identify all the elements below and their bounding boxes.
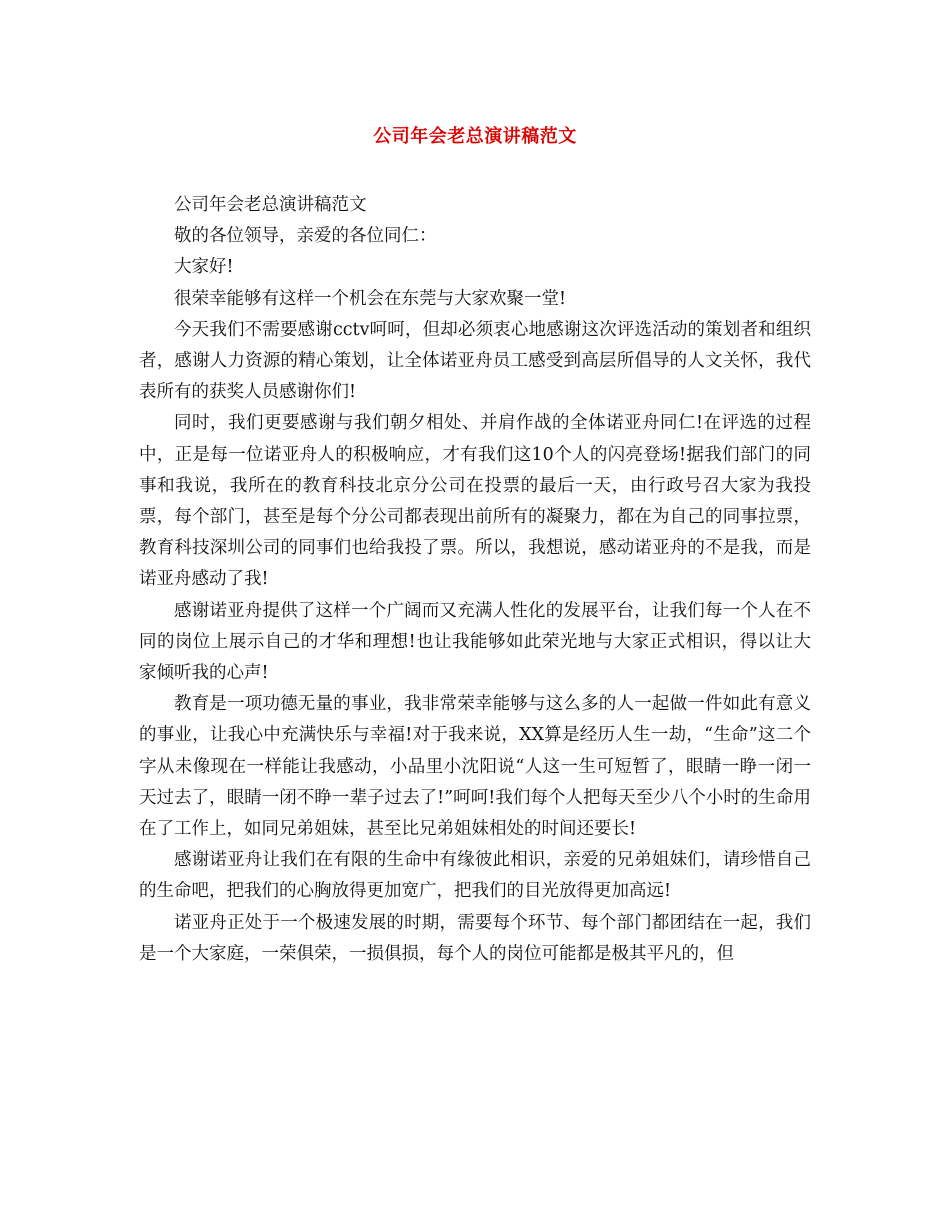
paragraph: 大家好!: [174, 257, 234, 278]
paragraph: 感谢诺亚舟让我们在有限的生命中有缘彼此相识，亲爱的兄弟姐妹们，请珍惜自己的生命吧，把我们的心胸放得更加宽广，把我们的目光放得更加高远!: [139, 850, 811, 902]
paragraph: 感谢诺亚舟提供了这样一个广阔而又充满人性化的发展平台，让我们每一个人在不同的岗位上展示自己的才华和理想!也让我能够如此荣光地与大家正式相识，得以让大家倾听我的心声!: [139, 600, 811, 684]
paragraph: 很荣幸能够有这样一个机会在东莞与大家欢聚一堂!: [174, 288, 567, 309]
paragraph: 诺亚舟正处于一个极速发展的时期，需要每个环节、每个部门都团结在一起，我们是一个大家庭，一荣俱荣，一损俱损，每个人的岗位可能都是极其平凡的，但: [139, 912, 811, 964]
paragraph: 公司年会老总演讲稿范文: [174, 195, 367, 215]
paragraph: 敬的各位领导，亲爱的各位同仁：: [174, 226, 437, 247]
document-body: [139, 190, 811, 970]
paragraph: 今天我们不需要感谢cctv呵呵，但却必须衷心地感谢这次评选活动的策划者和组织者，感谢人力资源的精心策划，让全体诺亚舟员工感受到高层所倡导的人文关怀，我代表所有的获奖人员感谢你们!: [139, 319, 811, 403]
paragraph: 同时，我们更要感谢与我们朝夕相处、并肩作战的全体诺亚舟同仁!在评选的过程中，正是每一位诺亚舟人的积极响应，才有我们这10个人的闪亮登场!据我们部门的同事和我说，我所在的教育科技北京分公司在投票的最后一天，由行政号召大家为我投票，每个部门，甚至是每个分公司都表现出前所有的凝聚力，都在为自己的同事拉票，教育科技深圳公司的同事们也给我投了票。所以，我想说，感动诺亚舟的不是我，而是诺亚舟感动了我!: [139, 413, 811, 590]
paragraph: 教育是一项功德无量的事业，我非常荣幸能够与这么多的人一起做一件如此有意义的事业，让我心中充满快乐与幸福!对于我来说，XX算是经历人生一劫，“生命”这二个字从未像现在一样能让我感动，小品里小沈阳说“人这一生可短暂了，眼睛一睁一闭一天过去了，眼睛一闭不睁一辈子过去了!”呵呵!我们每个人把每天至少八个小时的生命用在了工作上，如同兄弟姐妹，甚至比兄弟姐妹相处的时间还要长!: [139, 694, 811, 840]
document-title: 公司年会老总演讲稿范文: [373, 126, 577, 147]
